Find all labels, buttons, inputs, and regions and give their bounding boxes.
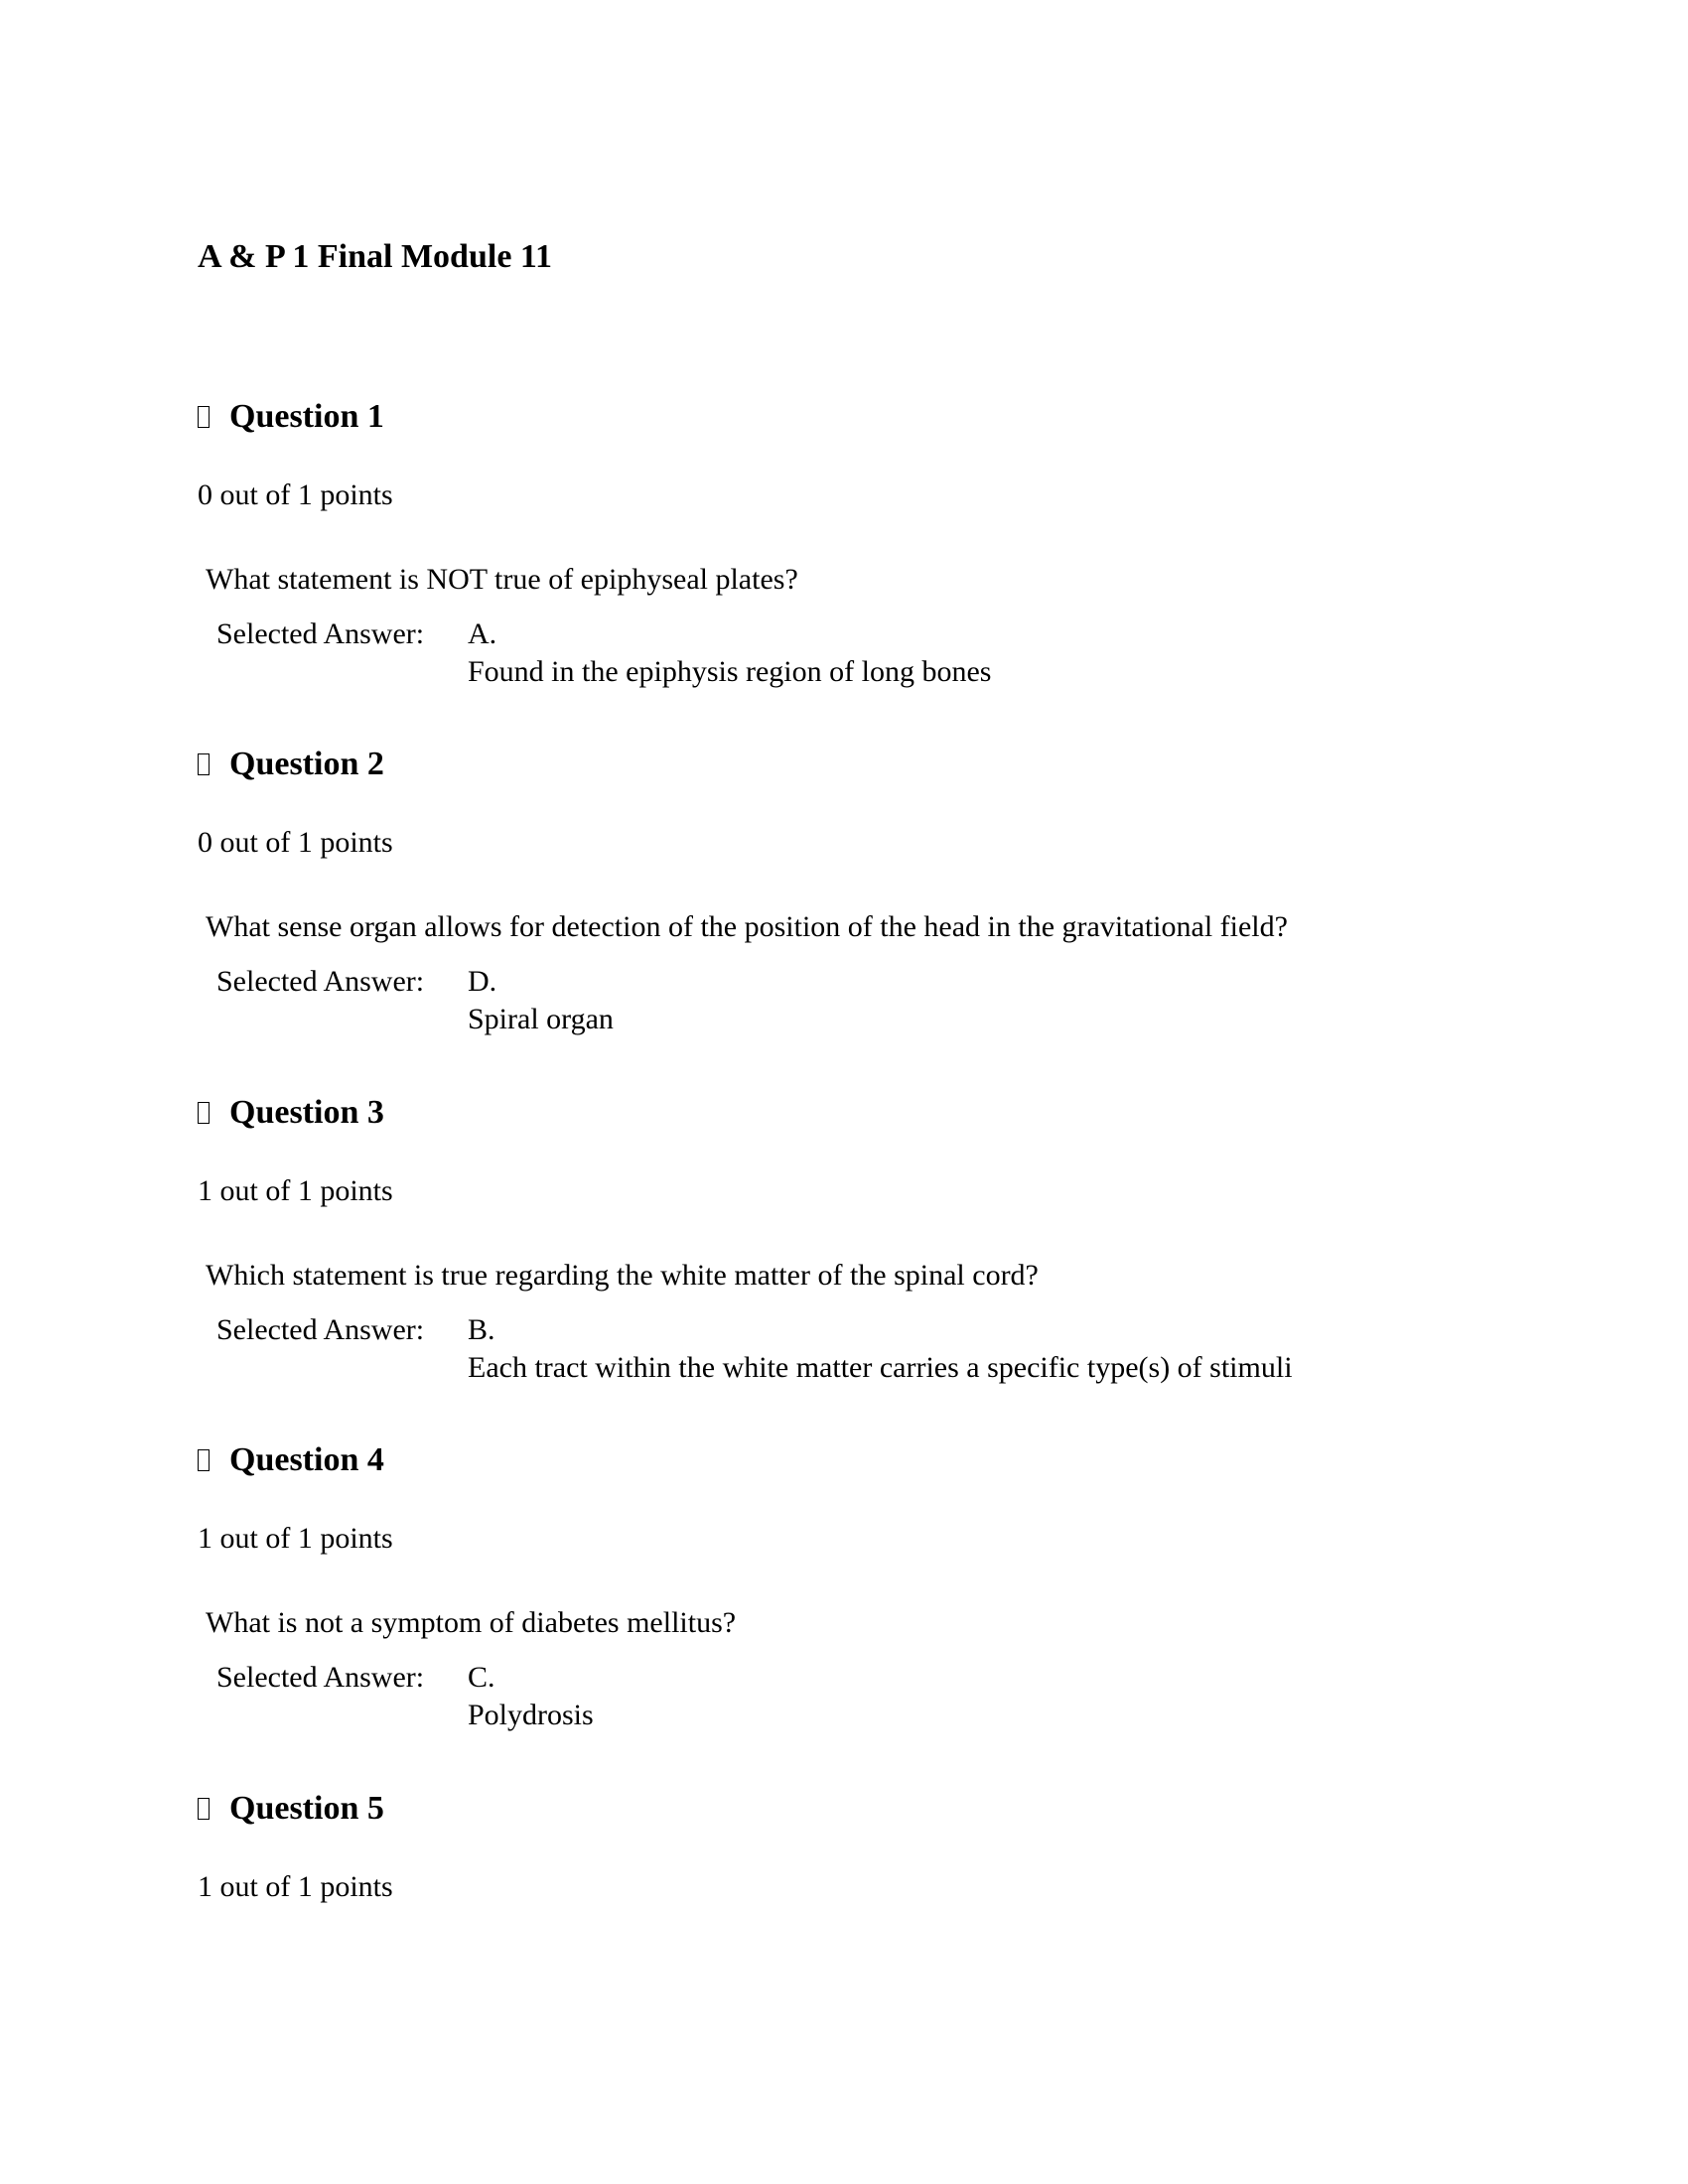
question-heading [198, 398, 384, 436]
selected-answer-label: Selected Answer: [216, 1661, 425, 1694]
question-text: Which statement is true regarding the white matter of the spinal cord? [206, 1259, 1039, 1292]
answer-letter: B. [468, 1313, 495, 1346]
question-text: What statement is NOT true of epiphyseal plates? [206, 563, 798, 596]
question-heading [198, 1790, 384, 1828]
points: 1 out of 1 points [198, 1870, 393, 1903]
question-block [0, 746, 1688, 1114]
answer-text: Spiral organ [468, 1003, 614, 1035]
points: 1 out of 1 points [198, 1522, 393, 1555]
status-icon [198, 1798, 210, 1820]
selected-answer-label: Selected Answer: [216, 617, 425, 650]
question-title: Question 4 [229, 1441, 384, 1478]
points: 0 out of 1 points [198, 826, 393, 859]
question-block [0, 1790, 1688, 2158]
question-title: Question 3 [229, 1094, 384, 1131]
status-icon [198, 1449, 210, 1471]
question-title: Question 5 [229, 1790, 384, 1827]
points: 1 out of 1 points [198, 1174, 393, 1207]
document-title: A & P 1 Final Module 11 [198, 238, 553, 275]
question-heading [198, 746, 384, 783]
question-block [0, 398, 1688, 766]
points: 0 out of 1 points [198, 478, 393, 511]
status-icon [198, 753, 210, 775]
status-icon [198, 1102, 210, 1124]
answer-letter: D. [468, 965, 497, 998]
question-title: Question 1 [229, 398, 384, 435]
answer-text: Found in the epiphysis region of long bones [468, 655, 992, 688]
selected-answer-label: Selected Answer: [216, 1313, 425, 1346]
question-block [0, 1441, 1688, 1810]
question-heading [198, 1094, 384, 1132]
answer-text: Each tract within the white matter carries a specific type(s) of stimuli [468, 1351, 1293, 1384]
question-text: What is not a symptom of diabetes mellitus? [206, 1606, 737, 1639]
answer-text: Polydrosis [468, 1699, 594, 1731]
question-text: What sense organ allows for detection of the position of the head in the gravitational field? [206, 910, 1288, 943]
selected-answer-label: Selected Answer: [216, 965, 425, 998]
answer-letter: C. [468, 1661, 495, 1694]
question-title: Question 2 [229, 746, 384, 782]
answer-letter: A. [468, 617, 497, 650]
status-icon [198, 406, 210, 428]
question-block [0, 1094, 1688, 1462]
question-heading [198, 1441, 384, 1479]
